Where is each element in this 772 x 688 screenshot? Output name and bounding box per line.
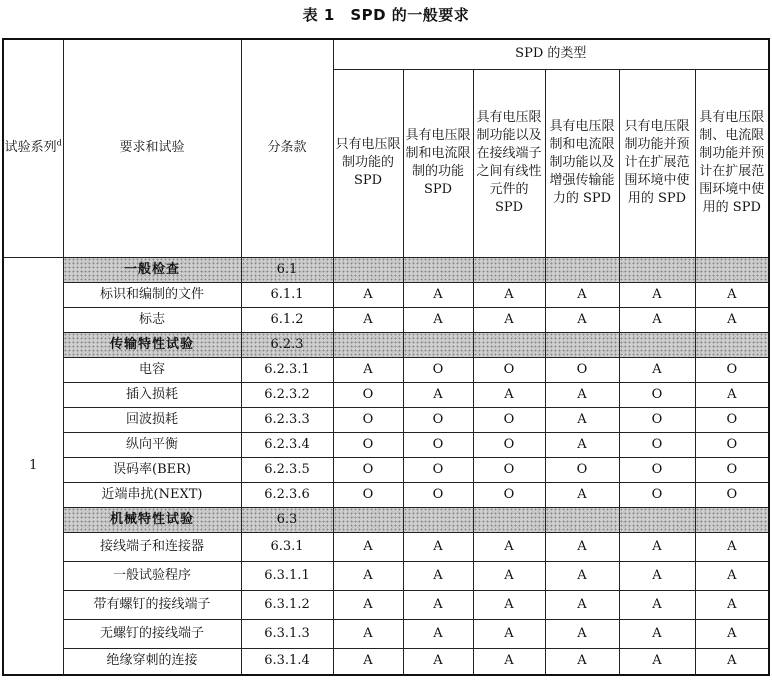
requirement-cell-type-3: A <box>473 590 545 619</box>
requirement-cell-type-3 <box>473 332 545 357</box>
clause-number: 6.2.3.1 <box>241 357 333 382</box>
requirement-cell-type-6: A <box>695 307 769 332</box>
requirement-cell-type-6 <box>695 332 769 357</box>
requirement-cell-type-5: O <box>619 482 695 507</box>
requirement-cell-type-6: A <box>695 382 769 407</box>
requirement-cell-type-5: O <box>619 432 695 457</box>
header-test-series <box>3 39 63 257</box>
header-type-4: 具有电压限制和电流限制功能以及增强传输能力的 SPD <box>545 69 619 257</box>
table-row <box>3 382 769 407</box>
section-row <box>3 257 769 282</box>
requirement-cell-type-6: A <box>695 619 769 648</box>
requirement-cell-type-4: O <box>545 457 619 482</box>
table-body <box>3 257 769 675</box>
clause-number: 6.2.3.6 <box>241 482 333 507</box>
requirement-cell-type-2: A <box>403 282 473 307</box>
requirement-cell-type-3: O <box>473 432 545 457</box>
requirement-cell-type-2: O <box>403 357 473 382</box>
requirement-cell-type-4: A <box>545 619 619 648</box>
requirement-cell-type-3: O <box>473 407 545 432</box>
requirement-cell-type-1: A <box>333 307 403 332</box>
requirement-cell-type-1: A <box>333 561 403 590</box>
requirements-table <box>2 38 770 676</box>
header-type-1: 只有电压限制功能的 SPD <box>333 69 403 257</box>
requirement-cell-type-4: A <box>545 307 619 332</box>
requirement-name: 电容 <box>63 357 241 382</box>
requirement-name: 插入损耗 <box>63 382 241 407</box>
requirement-cell-type-2: O <box>403 457 473 482</box>
clause-number: 6.2.3.3 <box>241 407 333 432</box>
requirement-cell-type-3 <box>473 507 545 532</box>
requirement-cell-type-4 <box>545 507 619 532</box>
requirement-cell-type-2: A <box>403 532 473 561</box>
requirement-cell-type-4: A <box>545 532 619 561</box>
requirement-cell-type-2: O <box>403 482 473 507</box>
requirement-cell-type-4: A <box>545 407 619 432</box>
requirement-cell-type-1: A <box>333 619 403 648</box>
requirement-cell-type-1: A <box>333 532 403 561</box>
section-row <box>3 507 769 532</box>
table-row <box>3 357 769 382</box>
table-row <box>3 432 769 457</box>
requirement-cell-type-2: O <box>403 407 473 432</box>
requirement-name: 接线端子和连接器 <box>63 532 241 561</box>
requirement-cell-type-1: O <box>333 432 403 457</box>
requirement-cell-type-2: A <box>403 619 473 648</box>
requirement-cell-type-2: A <box>403 648 473 675</box>
table-row <box>3 407 769 432</box>
requirement-cell-type-3: A <box>473 382 545 407</box>
requirement-name: 误码率(BER) <box>63 457 241 482</box>
requirement-cell-type-3: O <box>473 457 545 482</box>
requirement-cell-type-5: A <box>619 561 695 590</box>
requirement-cell-type-5: A <box>619 282 695 307</box>
requirement-name: 回波损耗 <box>63 407 241 432</box>
requirement-cell-type-1: A <box>333 648 403 675</box>
requirement-name: 无螺钉的接线端子 <box>63 619 241 648</box>
table-row <box>3 590 769 619</box>
table-row <box>3 282 769 307</box>
clause-number: 6.2.3 <box>241 332 333 357</box>
header-type-3: 具有电压限制功能以及在接线端子之间有线性元件的 SPD <box>473 69 545 257</box>
requirement-cell-type-1: A <box>333 357 403 382</box>
clause-number: 6.2.3.2 <box>241 382 333 407</box>
requirement-cell-type-4: A <box>545 648 619 675</box>
requirement-cell-type-5 <box>619 332 695 357</box>
requirement-cell-type-4: A <box>545 432 619 457</box>
clause-number: 6.3.1.4 <box>241 648 333 675</box>
requirement-cell-type-6: A <box>695 532 769 561</box>
section-name: 一般检查 <box>63 257 241 282</box>
table-row <box>3 648 769 675</box>
requirement-cell-type-4: A <box>545 282 619 307</box>
requirement-cell-type-4: O <box>545 357 619 382</box>
clause-number: 6.3.1.2 <box>241 590 333 619</box>
requirement-cell-type-1 <box>333 257 403 282</box>
footnote-marker: d <box>56 138 62 148</box>
requirement-cell-type-2 <box>403 332 473 357</box>
requirement-cell-type-4 <box>545 257 619 282</box>
section-name: 机械特性试验 <box>63 507 241 532</box>
requirement-cell-type-3: A <box>473 561 545 590</box>
clause-number: 6.2.3.4 <box>241 432 333 457</box>
section-name: 传输特性试验 <box>63 332 241 357</box>
requirement-name: 纵向平衡 <box>63 432 241 457</box>
table-caption: 表 1 SPD 的一般要求 <box>302 6 470 24</box>
requirement-cell-type-6 <box>695 507 769 532</box>
requirement-cell-type-4: A <box>545 561 619 590</box>
requirement-name: 绝缘穿刺的连接 <box>63 648 241 675</box>
clause-number: 6.1 <box>241 257 333 282</box>
requirement-cell-type-6: A <box>695 561 769 590</box>
requirement-cell-type-6: O <box>695 482 769 507</box>
requirement-cell-type-2: A <box>403 561 473 590</box>
requirement-cell-type-1: O <box>333 407 403 432</box>
requirement-cell-type-6 <box>695 257 769 282</box>
requirement-cell-type-3: A <box>473 532 545 561</box>
requirement-cell-type-2 <box>403 507 473 532</box>
table-row <box>3 532 769 561</box>
requirement-cell-type-5: A <box>619 307 695 332</box>
requirement-cell-type-1: O <box>333 457 403 482</box>
requirement-cell-type-4 <box>545 332 619 357</box>
requirement-cell-type-5: A <box>619 590 695 619</box>
requirement-cell-type-5: A <box>619 357 695 382</box>
requirement-cell-type-2: O <box>403 432 473 457</box>
requirement-cell-type-6: A <box>695 590 769 619</box>
requirement-cell-type-5 <box>619 507 695 532</box>
requirement-cell-type-3 <box>473 257 545 282</box>
clause-number: 6.3.1.1 <box>241 561 333 590</box>
header-test-series-label: 试验系列 <box>4 140 57 156</box>
requirement-cell-type-3: A <box>473 648 545 675</box>
requirement-cell-type-2 <box>403 257 473 282</box>
requirement-cell-type-4: A <box>545 482 619 507</box>
clause-number: 6.1.1 <box>241 282 333 307</box>
clause-number: 6.3 <box>241 507 333 532</box>
requirement-cell-type-2: A <box>403 382 473 407</box>
requirement-cell-type-3: A <box>473 619 545 648</box>
requirement-cell-type-1 <box>333 507 403 532</box>
header-type-6: 具有电压限制、电流限制功能并预计在扩展范围环境中使用的 SPD <box>695 69 769 257</box>
requirement-cell-type-1: O <box>333 382 403 407</box>
requirement-cell-type-3: O <box>473 482 545 507</box>
clause-number: 6.2.3.5 <box>241 457 333 482</box>
clause-number: 6.3.1.3 <box>241 619 333 648</box>
requirement-cell-type-5: A <box>619 648 695 675</box>
requirement-cell-type-4: A <box>545 590 619 619</box>
header-clause: 分条款 <box>241 39 333 257</box>
requirement-cell-type-3: O <box>473 357 545 382</box>
requirement-name: 标识和编制的文件 <box>63 282 241 307</box>
requirement-cell-type-3: A <box>473 307 545 332</box>
requirement-name: 一般试验程序 <box>63 561 241 590</box>
requirement-cell-type-5: O <box>619 407 695 432</box>
requirement-cell-type-1 <box>333 332 403 357</box>
requirement-cell-type-1: A <box>333 282 403 307</box>
requirement-cell-type-5: O <box>619 457 695 482</box>
requirement-cell-type-6: A <box>695 282 769 307</box>
clause-number: 6.1.2 <box>241 307 333 332</box>
header-type-5: 只有电压限制功能并预计在扩展范围环境中使用的 SPD <box>619 69 695 257</box>
requirement-cell-type-6: O <box>695 432 769 457</box>
requirement-name: 标志 <box>63 307 241 332</box>
requirement-cell-type-2: A <box>403 307 473 332</box>
requirement-cell-type-5 <box>619 257 695 282</box>
requirement-cell-type-5: A <box>619 532 695 561</box>
test-series-cell: 1 <box>3 257 63 675</box>
table-row <box>3 307 769 332</box>
table-row <box>3 561 769 590</box>
section-row <box>3 332 769 357</box>
requirement-cell-type-1: O <box>333 482 403 507</box>
requirement-name: 近端串扰(NEXT) <box>63 482 241 507</box>
header-requirements: 要求和试验 <box>63 39 241 257</box>
requirement-cell-type-6: O <box>695 407 769 432</box>
requirement-cell-type-2: A <box>403 590 473 619</box>
requirement-cell-type-6: O <box>695 457 769 482</box>
table-row <box>3 619 769 648</box>
header-type-2: 具有电压限制和电流限制的功能 SPD <box>403 69 473 257</box>
requirement-cell-type-6: O <box>695 357 769 382</box>
requirement-name: 带有螺钉的接线端子 <box>63 590 241 619</box>
table-row <box>3 457 769 482</box>
clause-number: 6.3.1 <box>241 532 333 561</box>
table-row <box>3 482 769 507</box>
requirement-cell-type-1: A <box>333 590 403 619</box>
requirement-cell-type-3: A <box>473 282 545 307</box>
requirement-cell-type-4: A <box>545 382 619 407</box>
requirement-cell-type-5: A <box>619 619 695 648</box>
requirement-cell-type-5: O <box>619 382 695 407</box>
requirement-cell-type-6: A <box>695 648 769 675</box>
header-spd-type-group: SPD 的类型 <box>333 39 769 69</box>
